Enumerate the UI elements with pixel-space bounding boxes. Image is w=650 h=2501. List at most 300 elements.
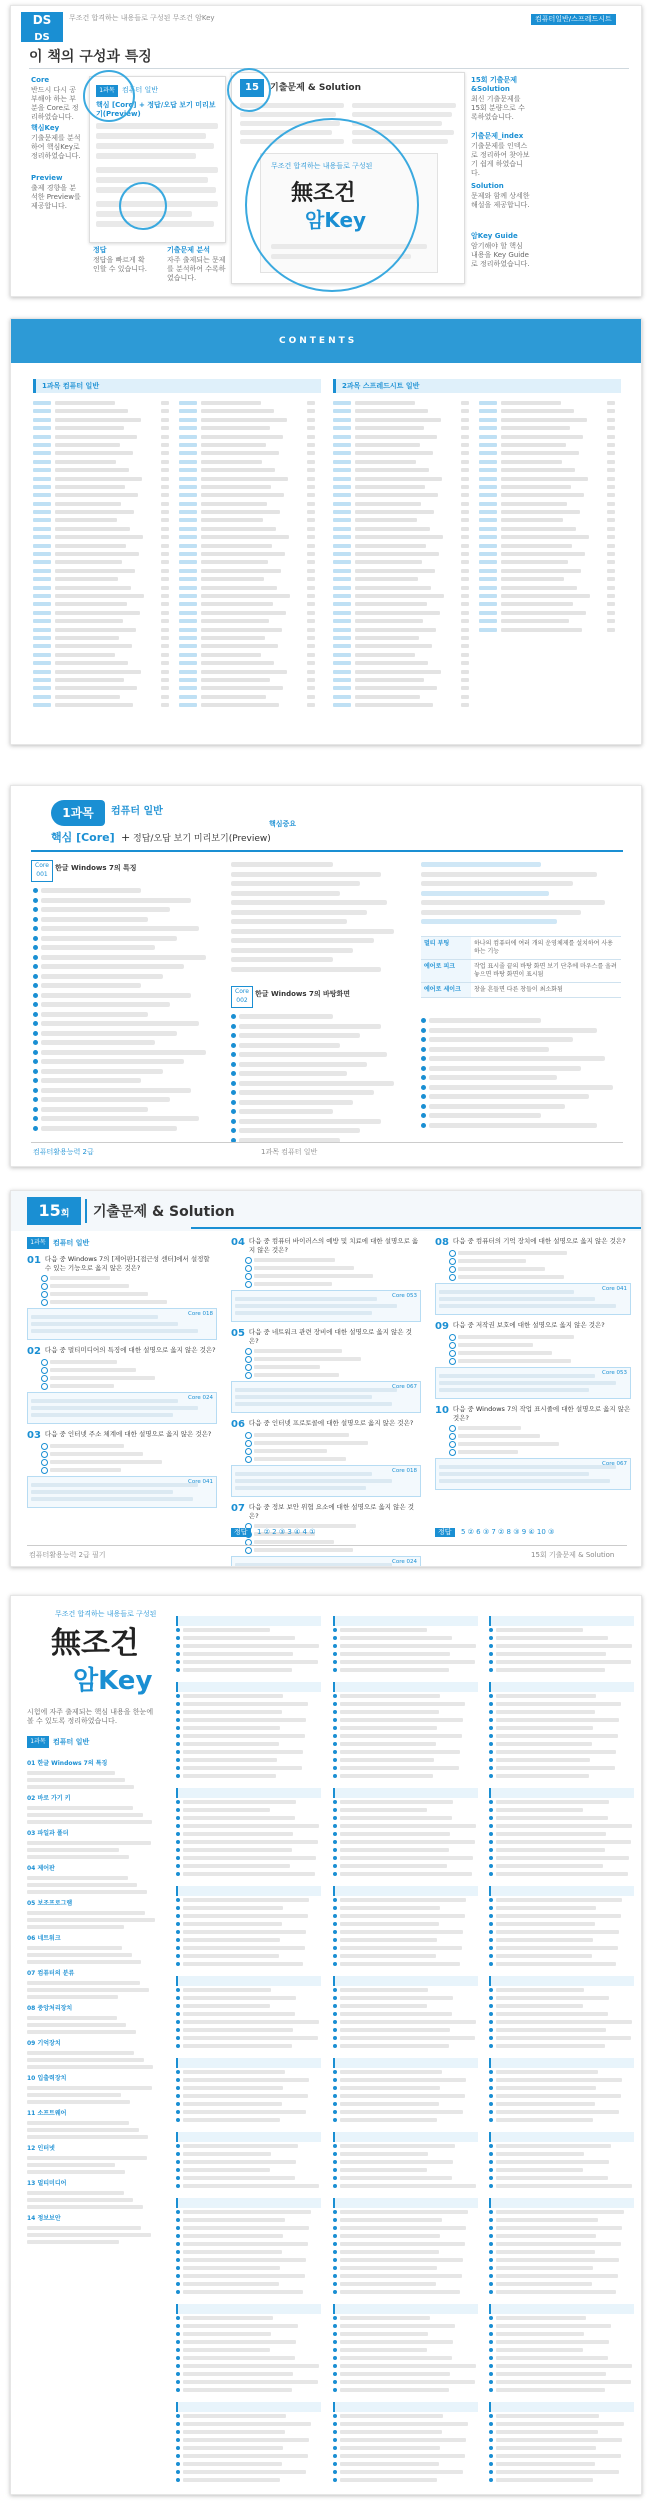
toc-row[interactable] bbox=[179, 550, 319, 558]
amkey-block-heading bbox=[176, 2402, 321, 2412]
amkey-cover-title: 無조건 bbox=[291, 180, 356, 206]
exam-option[interactable] bbox=[245, 1370, 421, 1378]
toc-row[interactable] bbox=[179, 651, 319, 659]
exam-option[interactable] bbox=[41, 1357, 217, 1365]
exam-option[interactable] bbox=[449, 1248, 631, 1256]
text-line bbox=[33, 943, 213, 953]
answers-values-1: 1 ② 2 ③ 3 ④ 4 ① bbox=[257, 1528, 316, 1536]
toc-row[interactable] bbox=[333, 475, 473, 483]
toc-row[interactable] bbox=[479, 550, 619, 558]
toc-row[interactable] bbox=[333, 508, 473, 516]
toc-row[interactable] bbox=[179, 525, 319, 533]
toc-row[interactable] bbox=[333, 592, 473, 600]
toc-row[interactable] bbox=[479, 567, 619, 575]
exam-option[interactable] bbox=[449, 1423, 631, 1431]
toc-row[interactable] bbox=[33, 516, 173, 524]
toc-row[interactable] bbox=[33, 416, 173, 424]
toc-left-col1 bbox=[33, 399, 173, 709]
amkey-item: 05 보조프로그램 bbox=[27, 1900, 73, 1907]
toc-row[interactable] bbox=[179, 701, 319, 709]
toc-row[interactable] bbox=[179, 491, 319, 499]
toc-row[interactable] bbox=[33, 659, 173, 667]
exam-option[interactable] bbox=[41, 1373, 217, 1381]
toc-row[interactable] bbox=[333, 701, 473, 709]
exam-question-text: 다음 중 정보 보안 위협 요소에 대한 설명으로 옳지 않은 것은? bbox=[248, 1503, 415, 1520]
solution-box bbox=[27, 1476, 217, 1508]
toc-row[interactable] bbox=[179, 600, 319, 608]
exam-option[interactable] bbox=[449, 1447, 631, 1455]
exam-question-text: 다음 중 인터넷 프로토콜에 대한 설명으로 옳지 않은 것은? bbox=[248, 1419, 414, 1427]
exam-question-number: 05 bbox=[231, 1328, 245, 1339]
toc-row[interactable] bbox=[179, 542, 319, 550]
label-core: Core bbox=[31, 76, 50, 84]
exam-option[interactable] bbox=[41, 1457, 217, 1465]
exam-option[interactable] bbox=[41, 1297, 217, 1305]
toc-row[interactable] bbox=[179, 558, 319, 566]
text-line bbox=[231, 965, 401, 975]
toc-row[interactable] bbox=[33, 466, 173, 474]
toc-row[interactable] bbox=[33, 491, 173, 499]
solution-core-tag: Core 041 bbox=[188, 1479, 213, 1485]
toc-row[interactable] bbox=[333, 684, 473, 692]
toc-row[interactable] bbox=[333, 491, 473, 499]
core-text-left bbox=[33, 886, 213, 1133]
toc-row[interactable] bbox=[333, 567, 473, 575]
solution-core-tag: Core 041 bbox=[602, 1286, 627, 1292]
exam-question bbox=[435, 1237, 631, 1315]
core-num: 001 bbox=[36, 871, 48, 878]
exam-option[interactable] bbox=[449, 1439, 631, 1447]
toc-row[interactable] bbox=[479, 458, 619, 466]
toc-row[interactable] bbox=[179, 508, 319, 516]
toc-row[interactable] bbox=[179, 676, 319, 684]
amkey-block-heading bbox=[489, 1886, 634, 1896]
toc-row[interactable] bbox=[33, 626, 173, 634]
core-badge: 1과목 bbox=[51, 800, 105, 826]
text-line bbox=[421, 860, 621, 870]
exam-option[interactable] bbox=[245, 1545, 421, 1553]
amkey-block-heading bbox=[176, 1682, 321, 1692]
text-line bbox=[231, 860, 401, 870]
toc-row[interactable] bbox=[179, 416, 319, 424]
core-num-label: Core bbox=[35, 862, 49, 869]
amkey-block-heading bbox=[489, 2198, 634, 2208]
exam-option[interactable] bbox=[245, 1438, 421, 1446]
solution-core-tag: Core 018 bbox=[392, 1468, 417, 1474]
toc-row[interactable] bbox=[479, 491, 619, 499]
core-table-row bbox=[421, 936, 621, 960]
toc-row[interactable] bbox=[179, 466, 319, 474]
toc-row[interactable] bbox=[333, 407, 473, 415]
exam-question-number: 09 bbox=[435, 1321, 449, 1332]
toc-row[interactable] bbox=[179, 399, 319, 407]
toc-row[interactable] bbox=[33, 676, 173, 684]
exam-question bbox=[231, 1237, 421, 1322]
label-solution-title: Solution bbox=[471, 182, 504, 190]
text-line bbox=[231, 917, 401, 927]
toc-row[interactable] bbox=[479, 483, 619, 491]
toc-row[interactable] bbox=[479, 424, 619, 432]
toc-row[interactable] bbox=[333, 617, 473, 625]
text-line bbox=[231, 946, 401, 956]
exam-option[interactable] bbox=[41, 1281, 217, 1289]
toc-right-col2 bbox=[479, 399, 619, 634]
toc-row[interactable] bbox=[33, 693, 173, 701]
amkey-block-heading bbox=[489, 2132, 634, 2142]
toc-row[interactable] bbox=[479, 533, 619, 541]
toc-row[interactable] bbox=[33, 500, 173, 508]
toc-row[interactable] bbox=[333, 516, 473, 524]
toc-row[interactable] bbox=[179, 626, 319, 634]
exam-option[interactable] bbox=[449, 1272, 631, 1280]
toc-row[interactable] bbox=[479, 525, 619, 533]
amkey-section-tag: 1과목 bbox=[27, 1736, 49, 1748]
exam-question-text: 다음 중 Windows 7의 [제어판]-[접근성 센터]에서 설정할 수 있는 기능으로 옳지 않은 것은? bbox=[44, 1255, 210, 1272]
toc-row[interactable] bbox=[333, 525, 473, 533]
toc-row[interactable] bbox=[179, 592, 319, 600]
toc-row[interactable] bbox=[479, 516, 619, 524]
text-line bbox=[33, 1076, 213, 1086]
text-line bbox=[231, 1136, 401, 1146]
toc-row[interactable] bbox=[33, 449, 173, 457]
text-line bbox=[33, 905, 213, 915]
highlight-circle-solution bbox=[227, 68, 271, 112]
toc-row[interactable] bbox=[179, 475, 319, 483]
toc-row[interactable] bbox=[333, 651, 473, 659]
toc-row[interactable] bbox=[479, 609, 619, 617]
exam-number-unit: 회 bbox=[60, 1209, 70, 1219]
toc-row[interactable] bbox=[479, 542, 619, 550]
core-footer-mid: 1과목 컴퓨터 일반 bbox=[261, 1148, 318, 1156]
toc-row[interactable] bbox=[479, 617, 619, 625]
amkey-block-heading bbox=[489, 1616, 634, 1626]
toc-row[interactable] bbox=[479, 475, 619, 483]
toc-row[interactable] bbox=[33, 634, 173, 642]
core-chapter: 컴퓨터 일반 bbox=[111, 806, 163, 817]
toc-row[interactable] bbox=[33, 651, 173, 659]
exam-option[interactable] bbox=[245, 1362, 421, 1370]
toc-row[interactable] bbox=[33, 575, 173, 583]
toc-row[interactable] bbox=[479, 508, 619, 516]
exam-option[interactable] bbox=[245, 1279, 421, 1287]
toc-row[interactable] bbox=[179, 617, 319, 625]
exam-option[interactable] bbox=[41, 1465, 217, 1473]
toc-row[interactable] bbox=[333, 634, 473, 642]
toc-row[interactable] bbox=[179, 567, 319, 575]
text-line bbox=[33, 1086, 213, 1096]
answers-strip-1 bbox=[231, 1527, 421, 1539]
toc-row[interactable] bbox=[33, 525, 173, 533]
amkey-block-heading bbox=[489, 1788, 634, 1798]
core-text-right-bot bbox=[421, 1016, 621, 1130]
exam-option[interactable] bbox=[245, 1354, 421, 1362]
toc-row[interactable] bbox=[479, 466, 619, 474]
core-table-key: 에어로 세이크 bbox=[421, 983, 471, 997]
amkey-item: 09 기억장치 bbox=[27, 2040, 61, 2047]
exam-option[interactable] bbox=[245, 1271, 421, 1279]
text-line bbox=[231, 1050, 401, 1060]
exam-footer-right: 15회 기출문제 & Solution bbox=[531, 1551, 615, 1559]
text-line bbox=[231, 1022, 401, 1032]
toc-row[interactable] bbox=[333, 676, 473, 684]
text-line bbox=[421, 1045, 621, 1055]
toc-row[interactable] bbox=[333, 626, 473, 634]
exam-question-text: 다음 중 저작권 보호에 대한 설명으로 옳지 않은 것은? bbox=[452, 1321, 605, 1329]
label-solution-desc: 문제와 함께 상세한 해설을 제공합니다. bbox=[471, 192, 530, 209]
toc-row[interactable] bbox=[333, 550, 473, 558]
toc-row[interactable] bbox=[33, 567, 173, 575]
toc-row[interactable] bbox=[333, 693, 473, 701]
toc-row[interactable] bbox=[179, 458, 319, 466]
exam-question-text: 다음 중 인터넷 주소 체계에 대한 설명으로 옳지 않은 것은? bbox=[44, 1430, 212, 1438]
text-line bbox=[421, 1073, 621, 1083]
toc-row[interactable] bbox=[179, 668, 319, 676]
text-line bbox=[33, 1029, 213, 1039]
toc-row[interactable] bbox=[179, 516, 319, 524]
toc-row[interactable] bbox=[33, 407, 173, 415]
solution-box bbox=[435, 1458, 631, 1490]
text-line bbox=[33, 1057, 213, 1067]
text-line bbox=[33, 896, 213, 906]
exam-option[interactable] bbox=[449, 1356, 631, 1364]
exam-question-number: 08 bbox=[435, 1237, 449, 1248]
exam-option[interactable] bbox=[449, 1264, 631, 1272]
toc-row[interactable] bbox=[333, 399, 473, 407]
toc-row[interactable] bbox=[33, 433, 173, 441]
toc-row[interactable] bbox=[33, 542, 173, 550]
toc-row[interactable] bbox=[333, 609, 473, 617]
solution-box bbox=[231, 1381, 421, 1413]
exam-question-number: 02 bbox=[27, 1346, 41, 1357]
amkey-block-heading bbox=[176, 2058, 321, 2068]
toc-row[interactable] bbox=[479, 416, 619, 424]
amkey-item: 02 바로 가기 키 bbox=[27, 1795, 71, 1802]
exam-option[interactable] bbox=[449, 1348, 631, 1356]
toc-row[interactable] bbox=[33, 475, 173, 483]
amkey-block-heading bbox=[333, 2402, 478, 2412]
toc-row[interactable] bbox=[479, 449, 619, 457]
core-table-value: 창을 흔들면 다른 창들이 최소화됨 bbox=[474, 986, 563, 993]
toc-row[interactable] bbox=[333, 416, 473, 424]
toc-row[interactable] bbox=[479, 600, 619, 608]
exam-number bbox=[27, 1197, 81, 1225]
toc-row[interactable] bbox=[333, 483, 473, 491]
answers-label-2: 정답 bbox=[435, 1528, 455, 1537]
toc-row[interactable] bbox=[33, 441, 173, 449]
text-line bbox=[33, 1038, 213, 1048]
toc-row[interactable] bbox=[33, 592, 173, 600]
toc-row[interactable] bbox=[333, 441, 473, 449]
toc-row[interactable] bbox=[479, 626, 619, 634]
book-tab-logo: DS DS bbox=[21, 12, 63, 42]
highlight-circle-preview bbox=[119, 182, 167, 230]
label-15-desc: 최신 기출문제를 15회 분량으로 수록하였습니다. bbox=[471, 95, 525, 121]
toc-row[interactable] bbox=[333, 642, 473, 650]
toc-row[interactable] bbox=[33, 483, 173, 491]
exam-option[interactable] bbox=[41, 1381, 217, 1389]
exam-option[interactable] bbox=[245, 1263, 421, 1271]
toc-row[interactable] bbox=[333, 600, 473, 608]
toc-row[interactable] bbox=[333, 449, 473, 457]
toc-row[interactable] bbox=[333, 500, 473, 508]
toc-row[interactable] bbox=[33, 684, 173, 692]
toc-row[interactable] bbox=[33, 584, 173, 592]
toc-row[interactable] bbox=[33, 558, 173, 566]
text-line bbox=[231, 879, 401, 889]
exam-option[interactable] bbox=[41, 1365, 217, 1373]
toc-row[interactable] bbox=[179, 584, 319, 592]
text-line bbox=[231, 1069, 401, 1079]
core-table-row bbox=[421, 983, 621, 998]
core-subtitle: 정답/오답 보기 미리보기(Preview) bbox=[133, 834, 271, 844]
exam-question-text: 다음 중 네트워크 관련 장비에 대한 설명으로 옳지 않은 것은? bbox=[248, 1328, 412, 1345]
exam-option[interactable] bbox=[449, 1332, 631, 1340]
toc-right-col1 bbox=[333, 399, 473, 709]
toc-row[interactable] bbox=[479, 500, 619, 508]
toc-row[interactable] bbox=[479, 592, 619, 600]
exam-question-number: 07 bbox=[231, 1503, 245, 1514]
text-line bbox=[33, 886, 213, 896]
text-line bbox=[33, 1114, 213, 1124]
text-line bbox=[33, 924, 213, 934]
solution-core-tag: Core 067 bbox=[392, 1384, 417, 1390]
toc-row[interactable] bbox=[33, 609, 173, 617]
amkey-block-heading bbox=[333, 1616, 478, 1626]
toc-row[interactable] bbox=[479, 441, 619, 449]
toc-row[interactable] bbox=[333, 466, 473, 474]
core-topic: 한글 Windows 7의 특징 bbox=[55, 864, 137, 872]
exam-option[interactable] bbox=[245, 1346, 421, 1354]
amkey-block-heading bbox=[489, 2304, 634, 2314]
exam-footer-left: 컴퓨터활용능력 2급 필기 bbox=[29, 1551, 106, 1559]
exam-option[interactable] bbox=[449, 1340, 631, 1348]
amkey-col-3 bbox=[333, 1608, 478, 2484]
text-line bbox=[421, 1121, 621, 1131]
contents-page bbox=[10, 318, 642, 745]
toc-row[interactable] bbox=[479, 575, 619, 583]
exam-option[interactable] bbox=[41, 1449, 217, 1457]
toc-row[interactable] bbox=[479, 407, 619, 415]
toc-row[interactable] bbox=[333, 458, 473, 466]
exam-option[interactable] bbox=[245, 1255, 421, 1263]
toc-row[interactable] bbox=[479, 433, 619, 441]
note-answer-title: 정답 bbox=[93, 246, 107, 254]
toc-row[interactable] bbox=[333, 558, 473, 566]
toc-row[interactable] bbox=[333, 424, 473, 432]
toc-row[interactable] bbox=[179, 609, 319, 617]
toc-row[interactable] bbox=[333, 433, 473, 441]
toc-row[interactable] bbox=[179, 449, 319, 457]
toc-row[interactable] bbox=[33, 399, 173, 407]
toc-row[interactable] bbox=[179, 500, 319, 508]
exam-option[interactable] bbox=[449, 1256, 631, 1264]
text-line bbox=[231, 1079, 401, 1089]
text-line bbox=[231, 889, 401, 899]
text-line bbox=[33, 1095, 213, 1105]
toc-row[interactable] bbox=[33, 508, 173, 516]
toc-row[interactable] bbox=[333, 668, 473, 676]
exam-option[interactable] bbox=[41, 1441, 217, 1449]
amkey-block-heading bbox=[333, 2198, 478, 2208]
amkey-block-heading bbox=[333, 2304, 478, 2314]
toc-row[interactable] bbox=[333, 575, 473, 583]
text-line bbox=[33, 972, 213, 982]
toc-row[interactable] bbox=[179, 533, 319, 541]
text-line bbox=[231, 1012, 401, 1022]
core-table-key: 멀티 부팅 bbox=[421, 937, 471, 959]
toc-row[interactable] bbox=[33, 424, 173, 432]
text-line bbox=[231, 1117, 401, 1127]
toc-row[interactable] bbox=[179, 575, 319, 583]
exam-option[interactable] bbox=[245, 1430, 421, 1438]
toc-row[interactable] bbox=[33, 550, 173, 558]
amkey-col-4 bbox=[489, 1608, 634, 2484]
toc-row[interactable] bbox=[179, 441, 319, 449]
toc-row[interactable] bbox=[333, 584, 473, 592]
text-line bbox=[33, 953, 213, 963]
toc-row[interactable] bbox=[179, 642, 319, 650]
toc-row[interactable] bbox=[33, 701, 173, 709]
toc-row[interactable] bbox=[479, 584, 619, 592]
toc-row[interactable] bbox=[33, 617, 173, 625]
solution-box bbox=[27, 1308, 217, 1340]
toc-row[interactable] bbox=[33, 668, 173, 676]
core-table-key: 에어로 피크 bbox=[421, 960, 471, 982]
toc-row[interactable] bbox=[479, 399, 619, 407]
solution-box bbox=[231, 1290, 421, 1322]
toc-row[interactable] bbox=[33, 533, 173, 541]
solution-box bbox=[231, 1465, 421, 1497]
toc-row[interactable] bbox=[179, 483, 319, 491]
core2-topic: 한글 Windows 7의 바탕화면 bbox=[255, 990, 351, 998]
toc-row[interactable] bbox=[333, 542, 473, 550]
core-text-mid2 bbox=[231, 1012, 401, 1145]
toc-row[interactable] bbox=[179, 433, 319, 441]
core-text-right-top bbox=[421, 860, 621, 927]
note-analysis-title: 기출문제 분석 bbox=[167, 246, 211, 254]
toc-row[interactable] bbox=[33, 458, 173, 466]
toc-row[interactable] bbox=[179, 693, 319, 701]
sample-badge-sub: 컴퓨터 일반 bbox=[122, 86, 159, 94]
exam-question-number: 06 bbox=[231, 1419, 245, 1430]
amkey-item: 01 한글 Windows 7의 특징 bbox=[27, 1760, 108, 1767]
text-line bbox=[231, 908, 401, 918]
toc-row[interactable] bbox=[179, 424, 319, 432]
exam-question bbox=[435, 1405, 631, 1490]
exam-option[interactable] bbox=[41, 1289, 217, 1297]
exam-section-name: 컴퓨터 일반 bbox=[53, 1239, 90, 1247]
exam-option[interactable] bbox=[245, 1446, 421, 1454]
amkey-block-heading bbox=[176, 1976, 321, 1986]
text-line bbox=[33, 1010, 213, 1020]
toc-row[interactable] bbox=[179, 659, 319, 667]
toc-row[interactable] bbox=[179, 634, 319, 642]
text-line bbox=[421, 1016, 621, 1026]
toc-row[interactable] bbox=[179, 684, 319, 692]
toc-row[interactable] bbox=[33, 600, 173, 608]
toc-row[interactable] bbox=[179, 407, 319, 415]
core-rule bbox=[31, 850, 623, 852]
toc-row[interactable] bbox=[479, 558, 619, 566]
exam-option[interactable] bbox=[245, 1454, 421, 1462]
toc-row[interactable] bbox=[333, 659, 473, 667]
toc-row[interactable] bbox=[33, 642, 173, 650]
amkey-col-2 bbox=[176, 1608, 321, 2484]
toc-row[interactable] bbox=[333, 533, 473, 541]
exam-option[interactable] bbox=[449, 1431, 631, 1439]
exam-option[interactable] bbox=[41, 1273, 217, 1281]
amkey-cover-title2: 암Key bbox=[305, 208, 367, 232]
